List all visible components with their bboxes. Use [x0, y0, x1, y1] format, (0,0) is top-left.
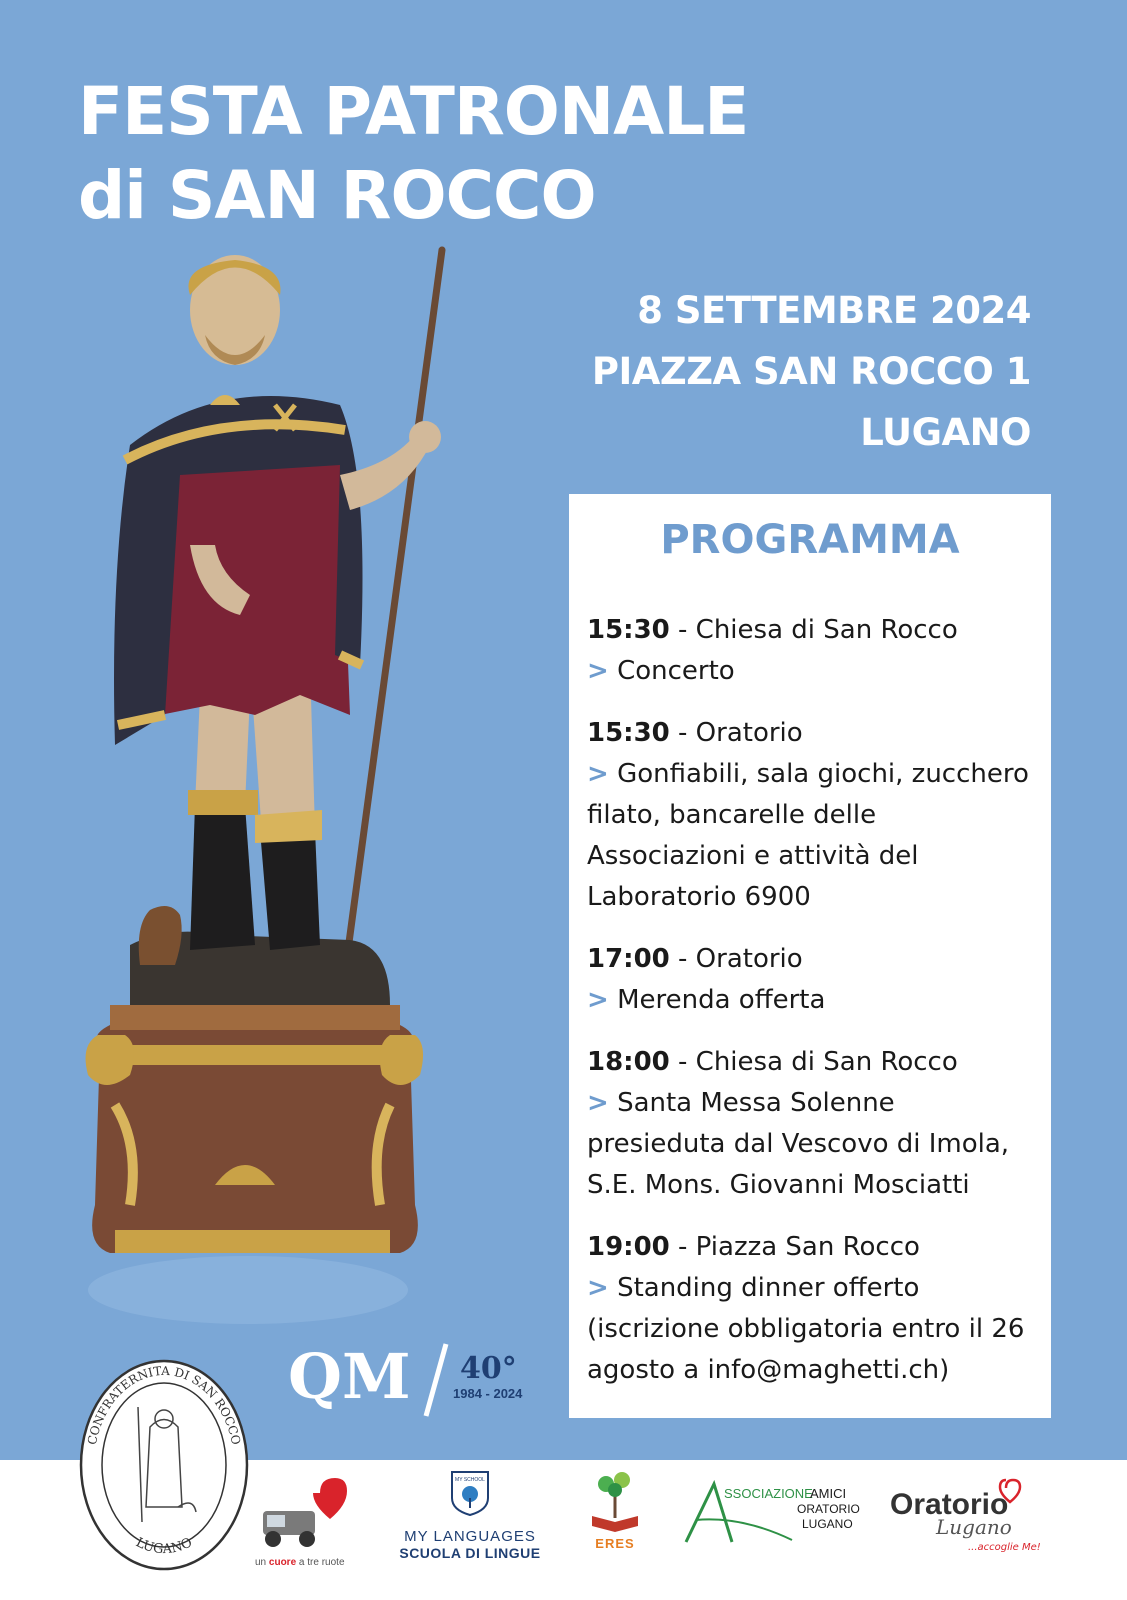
program-item — [587, 713, 1033, 918]
confraternita-seal-logo — [78, 1357, 250, 1572]
title-line-1: FESTA PATRONALE — [78, 73, 749, 150]
item-time: 18:00 — [587, 1047, 670, 1077]
item-place: - Oratorio — [669, 718, 803, 748]
oratorio-word: Oratorio — [890, 1488, 1009, 1521]
title-line-2: di SAN ROCCO — [78, 157, 596, 234]
san-rocco-statue-image — [70, 245, 450, 1335]
item-place: - Oratorio — [669, 944, 803, 974]
arrow-icon: > — [587, 656, 609, 686]
item-place: - Chiesa di San Rocco — [669, 1047, 958, 1077]
assoc-line3: LUGANO — [802, 1517, 853, 1531]
item-details: > Gonfiabili, sala giochi, zucchero filato, bancarelle delle Associazioni e attività del Laboratorio 6900 — [587, 759, 1029, 912]
qm-anniversary: 40° — [460, 1351, 517, 1386]
program-box — [569, 494, 1051, 1418]
program-title: PROGRAMMA — [660, 517, 960, 563]
item-place: - Chiesa di San Rocco — [669, 615, 958, 645]
arrow-icon: > — [587, 985, 609, 1015]
event-info — [592, 280, 1031, 463]
eres-text: ERES — [595, 1536, 635, 1551]
arrow-icon: > — [587, 1088, 609, 1118]
languages-line2: SCUOLA DI LINGUE — [399, 1545, 541, 1561]
seal-top-text: CONFRATERNITA DI SAN ROCCO — [84, 1363, 244, 1447]
oratorio-tagline: ...accoglie Me! — [968, 1542, 1041, 1553]
assoc-line1a: SSOCIAZIONE — [724, 1486, 813, 1501]
cuore-word: cuore — [268, 1557, 297, 1568]
item-time: 15:30 — [587, 615, 670, 645]
eres-logo — [580, 1470, 650, 1551]
poster-title — [78, 70, 748, 238]
cuore-suffix: a tre ruote — [296, 1557, 345, 1568]
arrow-icon: > — [587, 1273, 609, 1303]
languages-line1: MY LANGUAGES — [404, 1528, 536, 1545]
assoc-line2: ORATORIO — [797, 1502, 860, 1516]
event-date: 8 SETTEMBRE 2024 — [637, 289, 1031, 332]
item-time: 19:00 — [587, 1232, 670, 1262]
event-address: PIAZZA SAN ROCCO 1 — [591, 350, 1031, 393]
cuore-tre-ruote-logo — [255, 1473, 365, 1568]
event-city: LUGANO — [860, 411, 1031, 454]
item-details: > Santa Messa Solenne presieduta dal Vescovo di Imola, S.E. Mons. Giovanni Mosciatti — [587, 1088, 1010, 1200]
oratorio-city: Lugano — [936, 1515, 1012, 1539]
my-languages-logo — [385, 1470, 555, 1561]
item-details: > Merenda offerta — [587, 985, 826, 1015]
assoc-line1b: AMICI — [810, 1486, 847, 1501]
my-school-badge: MY SCHOOL — [455, 1477, 485, 1483]
item-time: 15:30 — [587, 718, 670, 748]
item-details: > Standing dinner offerto (iscrizione obbligatoria entro il 26 agosto a info@maghetti.ch) — [587, 1273, 1025, 1385]
arrow-icon: > — [587, 759, 609, 789]
program-item — [587, 1227, 1033, 1391]
associazione-amici-oratorio-logo — [682, 1478, 862, 1552]
qm-40-logo — [288, 1338, 538, 1422]
item-time: 17:00 — [587, 944, 670, 974]
oratorio-lugano-logo — [888, 1478, 1058, 1562]
item-details: > Concerto — [587, 656, 735, 686]
qm-letters: QM — [288, 1340, 411, 1413]
item-place: - Piazza San Rocco — [669, 1232, 920, 1262]
qm-years: 1984 - 2024 — [453, 1386, 523, 1401]
program-item — [587, 610, 1033, 692]
cuore-prefix: un — [255, 1557, 269, 1568]
program-item — [587, 1042, 1033, 1206]
seal-bottom-text: LUGANO — [133, 1535, 195, 1558]
program-item — [587, 939, 1033, 1021]
